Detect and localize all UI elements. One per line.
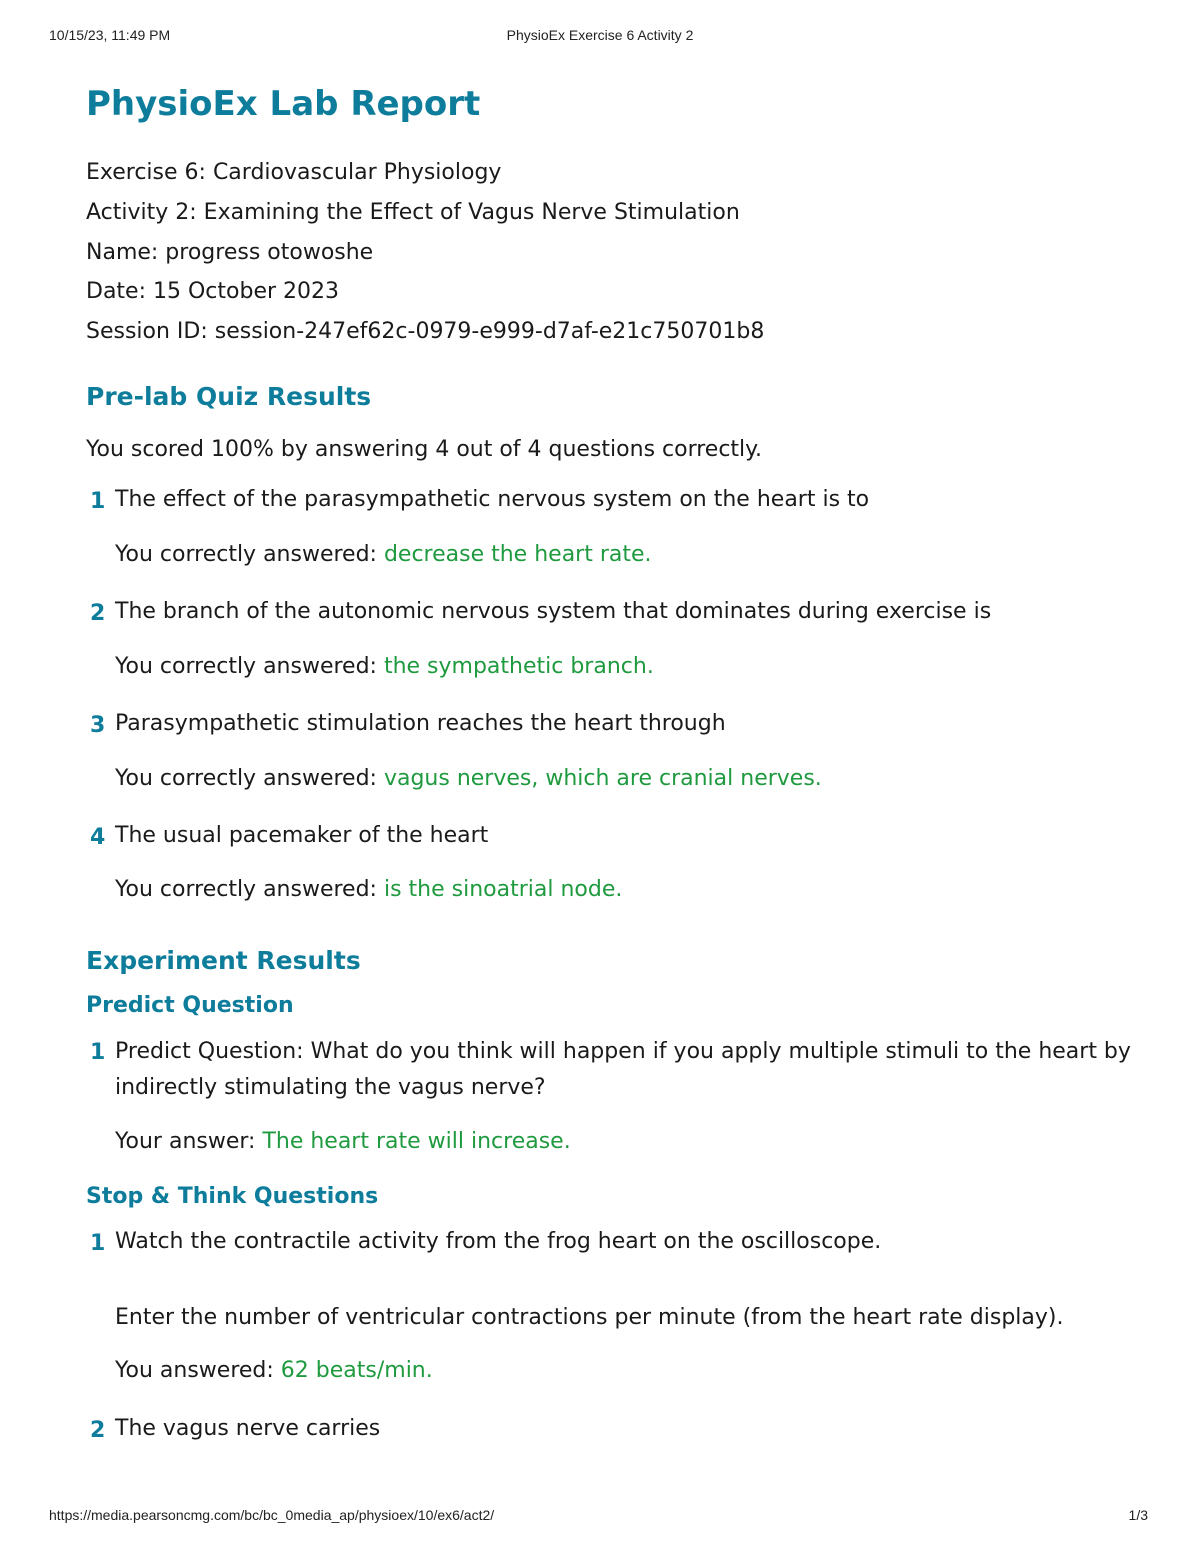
print-page-title: PhysioEx Exercise 6 Activity 2 <box>506 27 694 43</box>
answer-value: the sympathetic branch. <box>383 654 654 679</box>
predict-heading: Predict Question <box>86 993 294 1018</box>
question-text: The usual pacemaker of the heart <box>115 823 489 848</box>
answer-prefix: You correctly answered: <box>115 654 384 679</box>
exercise-line: Exercise 6: Cardiovascular Physiology <box>86 160 502 185</box>
question-number: 4 <box>90 825 106 850</box>
answer-line <box>115 766 822 791</box>
question-text: The effect of the parasympathetic nervous system on the heart is to <box>115 487 870 512</box>
question-text: Watch the contractile activity from the frog heart on the oscilloscope. <box>115 1229 882 1254</box>
answer-line <box>115 542 652 567</box>
answer-line <box>115 654 654 679</box>
answer-line <box>115 1358 433 1383</box>
answer-value: vagus nerves, which are cranial nerves. <box>383 766 822 791</box>
question-number: 1 <box>90 1231 106 1256</box>
question-instruction: Enter the number of ventricular contractions per minute (from the heart rate display). <box>115 1305 1064 1330</box>
question-number: 1 <box>90 1040 106 1065</box>
print-datetime: 10/15/23, 11:49 PM <box>49 27 171 43</box>
print-page-number: 1/3 <box>1128 1507 1148 1523</box>
question-text: The branch of the autonomic nervous system that dominates during exercise is <box>115 599 992 624</box>
report-title: PhysioEx Lab Report <box>86 84 481 124</box>
question-number: 3 <box>90 713 106 738</box>
question-number: 1 <box>90 489 106 514</box>
answer-value: decrease the heart rate. <box>383 542 652 567</box>
question-number: 2 <box>90 601 106 626</box>
prelab-heading: Pre-lab Quiz Results <box>86 382 372 411</box>
activity-line: Activity 2: Examining the Effect of Vagus Nerve Stimulation <box>86 200 740 225</box>
experiment-heading: Experiment Results <box>86 946 361 975</box>
answer-prefix: Your answer: <box>115 1129 263 1154</box>
answer-line <box>115 877 622 902</box>
predict-question-text: Predict Question: What do you think will happen if you apply multiple stimuli to the heart by indirectly stimulating the vagus nerve? <box>115 1039 1131 1100</box>
question-text: The vagus nerve carries <box>115 1416 381 1441</box>
stop-think-heading: Stop & Think Questions <box>86 1184 379 1209</box>
answer-prefix: You correctly answered: <box>115 542 384 567</box>
answer-prefix: You correctly answered: <box>115 877 384 902</box>
answer-value: The heart rate will increase. <box>262 1129 571 1154</box>
session-line: Session ID: session-247ef62c-0979-e999-d7af-e21c750701b8 <box>86 319 765 344</box>
date-line: Date: 15 October 2023 <box>86 279 339 304</box>
answer-prefix: You answered: <box>115 1358 281 1383</box>
prelab-score: You scored 100% by answering 4 out of 4 questions correctly. <box>86 437 763 462</box>
name-line: Name: progress otowoshe <box>86 240 374 265</box>
answer-value: 62 beats/min. <box>280 1358 433 1383</box>
print-url: https://media.pearsoncmg.com/bc/bc_0media_ap/physioex/10/ex6/act2/ <box>49 1507 495 1523</box>
predict-answer-line <box>115 1129 571 1154</box>
question-text: Parasympathetic stimulation reaches the heart through <box>115 711 726 736</box>
answer-prefix: You correctly answered: <box>115 766 384 791</box>
question-number: 2 <box>90 1418 106 1443</box>
answer-value: is the sinoatrial node. <box>383 877 623 902</box>
